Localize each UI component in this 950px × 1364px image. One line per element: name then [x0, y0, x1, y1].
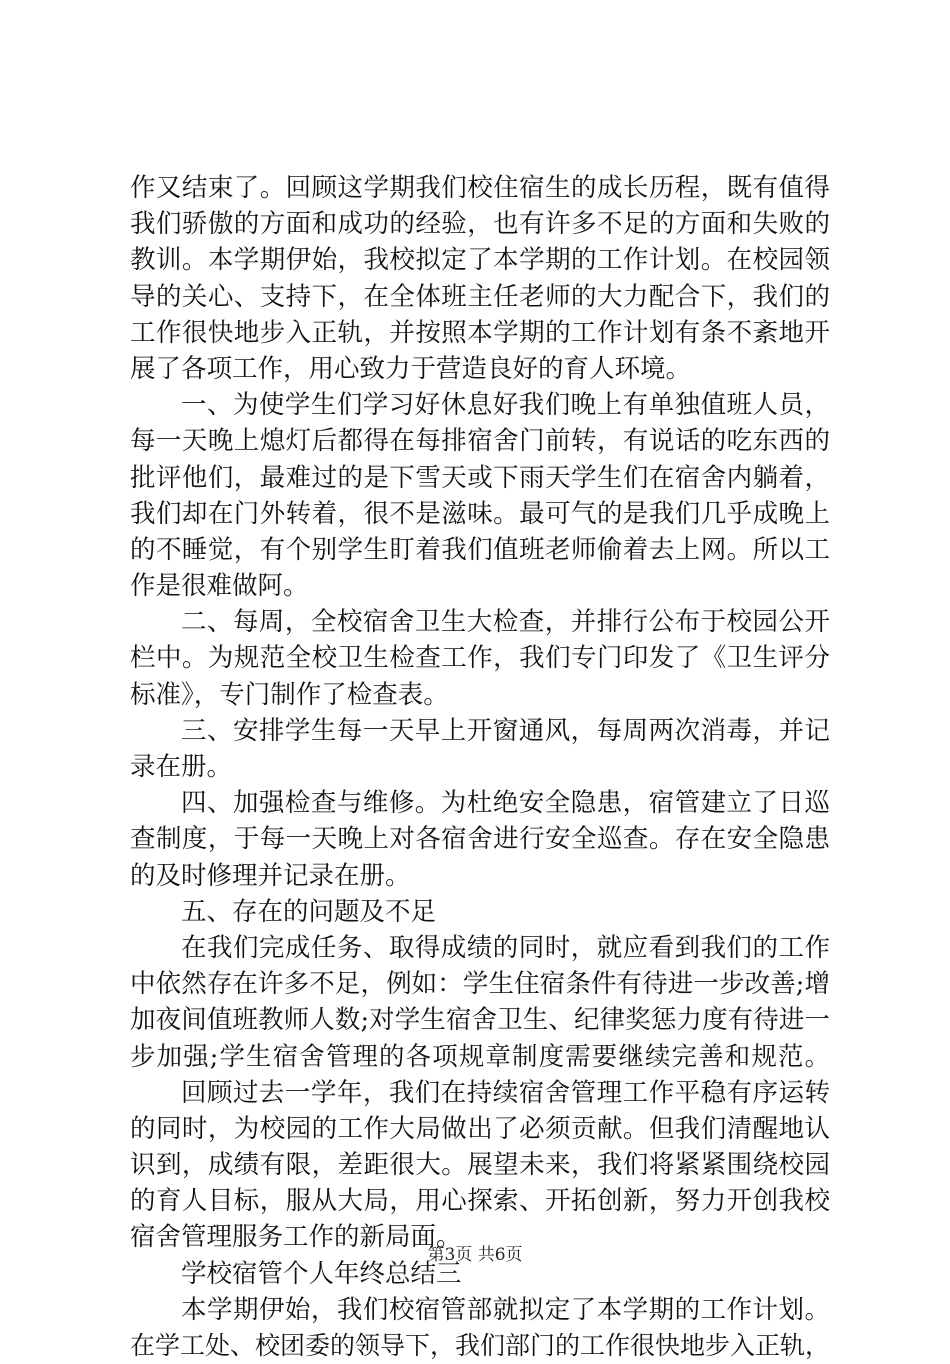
- text-line: 宿舍管理服务工作的新局面。: [130, 1222, 462, 1253]
- text-line: 的同时，为校园的工作大局做出了必须贡献。但我们清醒地认: [130, 1113, 830, 1144]
- text-line: 展了各项工作，用心致力于营造良好的育人环境。: [130, 353, 692, 384]
- text-line: 教训。本学期伊始，我校拟定了本学期的工作计划。在校园领: [130, 245, 830, 276]
- text-line: 在我们完成任务、取得成绩的同时，就应看到我们的工作: [181, 932, 830, 963]
- text-line: 工作很快地步入正轨，并按照本学期的工作计划有条不紊地开: [130, 317, 830, 348]
- text-line: 在学工处、校团委的领导下，我们部门的工作很快地步入正轨，: [130, 1331, 831, 1360]
- text-line: 我们却在门外转着，很不是滋味。最可气的是我们几乎成晚上: [130, 498, 830, 529]
- text-line: 三、安排学生每一天早上开窗通风，每周两次消毒，并记: [181, 715, 830, 746]
- text-line: 加夜间值班教师人数;对学生宿舍卫生、纪律奖惩力度有待进一: [130, 1005, 830, 1036]
- text-line: 一、为使学生们学习好休息好我们晚上有单独值班人员，: [181, 390, 830, 421]
- text-line: 导的关心、支持下，在全体班主任老师的大力配合下，我们的: [130, 281, 830, 312]
- text-line: 批评他们，最难过的是下雪天或下雨天学生们在宿舍内躺着，: [130, 462, 830, 493]
- text-line: 录在册。: [130, 752, 233, 782]
- page-number-label: 第3页 共6页: [427, 1245, 523, 1265]
- text-line: 回顾过去一学年，我们在持续宿舍管理工作平稳有序运转: [181, 1077, 830, 1108]
- text-line: 二、每周，全校宿舍卫生大检查，并排行公布于校园公开: [181, 607, 830, 638]
- text-line: 识到，成绩有限，差距很大。展望未来，我们将紧紧围绕校园: [130, 1150, 830, 1181]
- text-line: 步加强;学生宿舍管理的各项规章制度需要继续完善和规范。: [130, 1041, 830, 1072]
- text-line: 查制度，于每一天晚上对各宿舍进行安全巡查。存在安全隐患: [130, 824, 830, 855]
- text-line: 作又结束了。回顾这学期我们校住宿生的成长历程，既有值得: [130, 173, 830, 203]
- text-line: 标准》，专门制作了检查表。: [130, 679, 449, 710]
- text-line: 学校宿管个人年终总结三: [181, 1258, 462, 1289]
- text-line: 的不睡觉，有个别学生盯着我们值班老师偷着去上网。所以工: [130, 534, 830, 565]
- text-line: 作是很难做阿。: [130, 571, 309, 602]
- page-footer: [0, 1244, 950, 1266]
- text-line: 我们骄傲的方面和成功的经验，也有许多不足的方面和失败的: [130, 209, 830, 240]
- text-line: 的及时修理并记录在册。: [130, 860, 411, 891]
- text-line: 本学期伊始，我们校宿管部就拟定了本学期的工作计划。: [181, 1294, 830, 1325]
- text-line: 栏中。为规范全校卫生检查工作，我们专门印发了《卫生评分: [130, 643, 830, 674]
- text-line: 的育人目标，服从大局，用心探索、开拓创新，努力开创我校: [130, 1186, 830, 1217]
- document-body: [130, 170, 830, 1364]
- text-line: 中依然存在许多不足，例如：学生住宿条件有待进一步改善;增: [130, 969, 830, 1000]
- text-line: 五、存在的问题及不足: [181, 896, 437, 927]
- text-line: 每一天晚上熄灯后都得在每排宿舍门前转，有说话的吃东西的: [130, 426, 830, 457]
- text-line: 四、加强检查与维修。为杜绝安全隐患，宿管建立了日巡: [181, 788, 830, 819]
